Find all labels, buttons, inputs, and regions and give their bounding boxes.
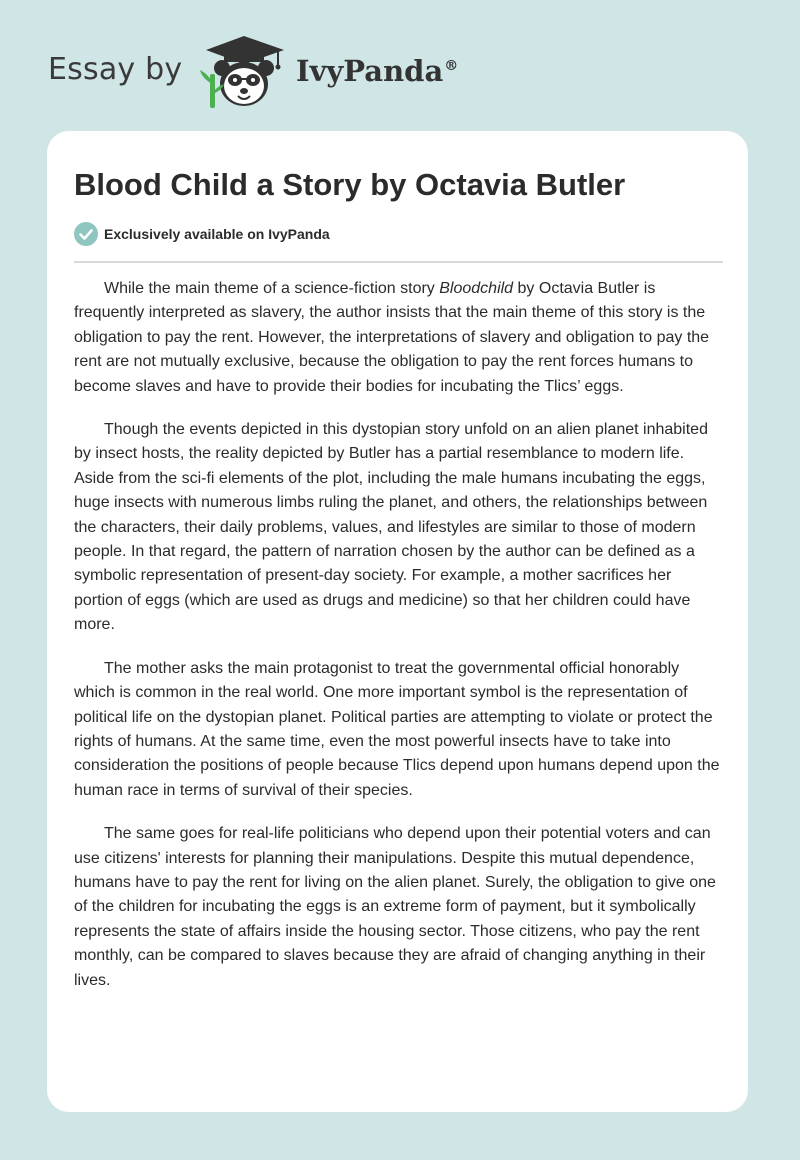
badge-text: Exclusively available on IvyPanda <box>104 226 330 242</box>
paragraph: The same goes for real-life politicians who depend upon their potential voters and can use citizens' interests for planning their manipulations. Despite this mutual dependence, humans have to pay the rent for living on the alien planet. Surely, the obligation to give one of the children for incubating the eggs is an extreme form of payment, but it symbolically represents the state of affairs inside the housing sector. Those citizens, who pay the rent monthly, can be compared to slaves because they are afraid of changing anything in their lives. <box>74 825 716 989</box>
page-title: Blood Child a Story by Octavia Butler <box>74 167 626 202</box>
exclusive-badge <box>74 222 330 246</box>
essay-card <box>47 131 748 1112</box>
divider <box>74 261 723 263</box>
check-circle-icon <box>74 222 98 246</box>
story-title-italic: Bloodchild <box>439 280 514 297</box>
registered-mark: ® <box>444 58 459 75</box>
brand-text: IvyPanda <box>296 54 444 88</box>
essay-by-label: Essay by <box>48 52 183 87</box>
site-header <box>0 0 800 130</box>
paragraph: The mother asks the main protagonist to treat the governmental official honorably which is common in the real world. One more important symbol is the representation of political life on the dystopian planet. Political parties are attempting to violate or protect the rights of humans. At the same time, even the most powerful insects have to take into consideration the positions of people because Tlics depend upon humans depend upon the human race in terms of survival of their species. <box>74 659 720 799</box>
paragraph <box>74 277 724 399</box>
brand-name[interactable] <box>296 54 458 88</box>
paragraph-text: by Octavia Butler is frequently interpreted as slavery, the author insists that the main theme of this story is the obligation to pay the rent. However, the interpretations of slavery and obligation to pay the rent are not mutually exclusive, because the obligation to pay the rent forces humans to become slaves and have to provide their bodies for incubating the Tlics’ eggs. <box>74 280 710 395</box>
panda-graduate-icon[interactable] <box>198 34 290 110</box>
paragraph: Though the events depicted in this dystopian story unfold on an alien planet inhabited by insect hosts, the reality depicted by Butler has a partial resemblance to modern life. Aside from the sci-fi elements of the plot, including the male humans incubating the eggs, huge insects with numerous limbs ruling the planet, and others, the relationships between the characters, their daily problems, values, and lifestyles are similar to those of modern people. In that regard, the pattern of narration chosen by the author can be defined as a symbolic representation of present-day society. For example, a mother sacrifices her portion of eggs (which are used as drugs and medicine) so that her children could have more. <box>74 421 708 634</box>
essay-body <box>74 277 724 1012</box>
paragraph-text: While the main theme of a science-fiction story <box>104 280 440 297</box>
